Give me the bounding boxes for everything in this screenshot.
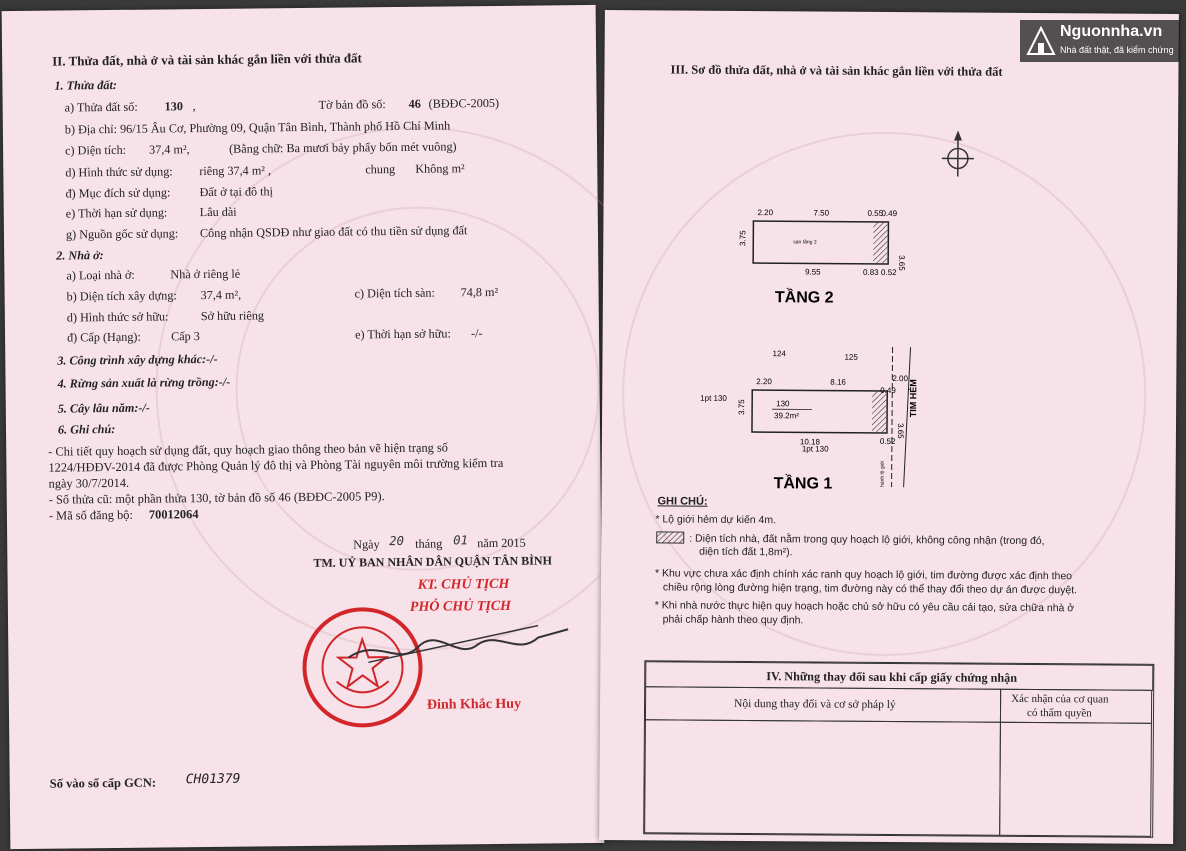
origin-label: g) Nguồn gốc sử dụng: xyxy=(65,226,179,242)
date-prefix: Ngày xyxy=(353,537,380,552)
f1-dim-2: 2.00 xyxy=(892,374,908,384)
area-label: c) Diện tích: xyxy=(65,142,127,158)
signer-name: Đinh Khắc Huy xyxy=(426,696,522,713)
note-1-line-3: ngày 30/7/2014. xyxy=(48,475,130,491)
hatch-legend-icon xyxy=(656,531,684,543)
parcel-no-value: 130 xyxy=(164,99,183,114)
term-label: e) Thời hạn sử dụng: xyxy=(65,205,168,221)
usage-form-shared-label: chung xyxy=(365,162,396,177)
f2-dim-0: 2.20 xyxy=(757,208,774,218)
house-icon xyxy=(1026,26,1056,56)
planted-forest: 4. Rừng sản xuất là rừng trồng:-/- xyxy=(57,374,231,391)
floor-plan-diagram xyxy=(700,196,1074,498)
floor-2-title: TẦNG 2 xyxy=(774,289,834,307)
area-value: 37,4 m², xyxy=(149,142,190,157)
changes-col-2-header xyxy=(1000,689,1152,724)
f2-dim-7: 0.83 xyxy=(863,267,879,277)
note-1-line-2: 1224/HĐĐV-2014 đã được Phòng Quản lý đô thị và Phòng Tài nguyên môi trường kiểm tra xyxy=(48,455,504,475)
map-sheet-code: (BĐĐC-2005) xyxy=(428,95,500,111)
build-area-value: 37,4 m², xyxy=(200,287,242,303)
f1-dim-1: 8.16 xyxy=(830,377,846,387)
floor-2-hatched-area xyxy=(873,222,887,264)
date-month-label: tháng xyxy=(415,536,443,551)
ownership-term-label: e) Thời hạn sở hữu: xyxy=(354,326,451,342)
gcn-value: CH01379 xyxy=(185,771,241,788)
changes-confirm-cell xyxy=(999,722,1152,837)
right-note-2-line-1: : Diện tích nhà, đất nằm trong quy hoạch lộ giới, không công nhận (trong đó, xyxy=(689,532,1045,548)
parcel-no-comma: , xyxy=(192,99,196,114)
right-note-1: * Lộ giới hẻm dự kiến 4m. xyxy=(655,513,777,527)
notes-title: GHI CHÚ: xyxy=(657,495,708,508)
note-1-line-1: - Chi tiết quy hoạch sử dụng đất, quy hoạch giao thông theo bản vẽ hiện trạng số xyxy=(48,440,448,459)
f1-neighbor-0: 124 xyxy=(772,349,786,359)
road-center-line xyxy=(892,347,893,487)
term-value: Lâu dài xyxy=(199,204,237,220)
ownership-term-value: -/- xyxy=(470,326,483,341)
f1-dim-0: 2.20 xyxy=(756,377,772,387)
land-heading: 1. Thửa đất: xyxy=(54,77,117,93)
f2-dim-8: 0.52 xyxy=(881,267,897,278)
f2-dim-6: 9.55 xyxy=(805,267,821,277)
f2-dim-5: 3.65 xyxy=(897,255,907,271)
north-arrow-icon xyxy=(938,128,978,178)
f2-dim-4: 3.75 xyxy=(738,230,748,247)
f1-neighbor-1: 125 xyxy=(844,352,858,362)
gcn-label: Số vào sổ cấp GCN: xyxy=(49,775,157,791)
f1-parcel-no: 130 xyxy=(776,399,790,409)
site-logo xyxy=(1020,20,1180,62)
build-area-label: b) Diện tích xây dựng: xyxy=(66,288,177,304)
date-month: 01 xyxy=(453,533,468,548)
changes-col-1-label: Nội dung thay đổi và cơ sở pháp lý xyxy=(734,697,896,712)
changes-content-cell xyxy=(644,719,1001,835)
date-day: 20 xyxy=(389,533,404,549)
usage-form-label: d) Hình thức sử dụng: xyxy=(65,164,173,180)
perennial-trees: 5. Cây lâu năm:-/- xyxy=(57,400,150,416)
left-page xyxy=(2,5,605,849)
date-year: năm 2015 xyxy=(477,535,526,551)
usage-form-private: riêng 37,4 m² , xyxy=(199,163,272,179)
usage-form-shared-value: Không m² xyxy=(415,161,465,176)
purpose-label: đ) Mục đích sử dụng: xyxy=(65,185,171,201)
logo-name: Nguonnha.vn xyxy=(1060,23,1163,40)
origin-value: Công nhận QSDĐ như giao đất có thu tiền sử dụng đất xyxy=(199,223,468,241)
ownership-label: d) Hình thức sở hữu: xyxy=(66,309,169,325)
f1-dim-5: 3.65 xyxy=(895,423,906,439)
right-note-2-line-2: diện tích đất 1,8m²). xyxy=(699,545,793,559)
house-type-value: Nhà ở riêng lẻ xyxy=(170,266,241,282)
section-2-title: II. Thửa đất, nhà ở và tài sản khác gắn liền với thửa đất xyxy=(52,50,362,69)
f2-dim-2: 0.55 xyxy=(867,208,884,218)
section-3-title: III. Sơ đồ thửa đất, nhà ở và tài sản khác gắn liền với thửa đất xyxy=(670,62,1003,79)
floor-1-hatched-area xyxy=(872,391,886,433)
vice-chair-title: PHÓ CHỦ TỊCH xyxy=(409,598,512,615)
floor-area-value: 74,8 m² xyxy=(460,284,499,300)
f1-dim-3: 0.49 xyxy=(880,385,896,396)
note-3-label: - Mã số đăng bộ: xyxy=(48,507,133,523)
signature xyxy=(338,615,579,678)
f1-dim-4: 3.75 xyxy=(737,399,747,416)
house-type-label: a) Loại nhà ở: xyxy=(66,267,135,283)
right-page xyxy=(599,10,1179,844)
changes-col-2-label-2: có thẩm quyền xyxy=(1026,706,1092,720)
changes-table-title: IV. Những thay đổi sau khi cấp giấy chứng nhận xyxy=(766,669,1018,685)
note-2: - Số thửa cũ: một phần thửa 130, tờ bản đồ số 46 (BĐĐC-2005 P9). xyxy=(48,489,385,507)
other-works: 3. Công trình xây dựng khác:-/- xyxy=(57,351,218,368)
house-heading: 2. Nhà ở: xyxy=(56,248,104,263)
road-center-label: TIM HẺM xyxy=(908,379,919,418)
committee-title: TM. UỶ BAN NHÂN DÂN QUẬN TÂN BÌNH xyxy=(313,553,552,570)
road-edge-label: hành lộ giới xyxy=(879,460,886,487)
right-note-3-line-2: chiều rộng lòng đường hiện trạng, tim đường này có thể thay đổi theo dự án được duyệt. xyxy=(662,581,1078,597)
ownership-value: Sở hữu riêng xyxy=(200,308,265,324)
floor-1-title: TẦNG 1 xyxy=(773,475,833,493)
floor-area-label: c) Diện tích sàn: xyxy=(354,285,435,301)
right-note-4-line-2: phải chấp hành theo quy định. xyxy=(662,613,804,627)
address-line: b) Địa chỉ: 96/15 Âu Cơ, Phường 09, Quận Tân Bình, Thành phố Hồ Chí Minh xyxy=(64,118,451,137)
map-sheet-label: Tờ bản đồ số: xyxy=(318,97,386,112)
changes-col-1-header xyxy=(645,686,1001,722)
grade-label: đ) Cấp (Hạng): xyxy=(66,329,141,345)
map-sheet-value: 46 xyxy=(408,96,421,111)
notes-heading: 6. Ghi chú: xyxy=(57,421,116,437)
purpose-value: Đất ở tại đô thị xyxy=(199,184,274,200)
f2-room-label: sàn tầng 2 xyxy=(793,239,817,246)
logo-tagline: Nhà đất thật, đã kiểm chứng xyxy=(1060,45,1174,55)
floor-1-outline xyxy=(752,390,887,433)
area-words: (Bằng chữ: Ba mươi bảy phẩy bốn mét vuông) xyxy=(229,139,457,156)
parcel-no-label: a) Thửa đất số: xyxy=(64,99,138,115)
grade-value: Cấp 3 xyxy=(170,329,200,344)
note-3-value: 70012064 xyxy=(148,507,199,522)
changes-col-2-label-1: Xác nhận của cơ quan xyxy=(1011,692,1109,706)
f1-dim-7: 0.52 xyxy=(879,436,896,447)
vice-chair-kt: KT. CHỦ TỊCH xyxy=(417,576,510,593)
f1-neighbor-2: 1pt 130 xyxy=(700,393,727,403)
f1-neighbor-3: 1pt 130 xyxy=(801,444,829,454)
f2-dim-1: 7.50 xyxy=(813,208,830,218)
changes-table xyxy=(643,660,1154,838)
f1-parcel-area: 39.2m² xyxy=(774,411,800,421)
f2-dim-3: 0.49 xyxy=(881,208,898,219)
right-note-4-line-1: * Khi nhà nước thực hiện quy hoạch hoặc chủ sở hữu có yêu cầu cải tạo, sửa chữa nhà ở xyxy=(654,599,1075,615)
floor-2-outline xyxy=(753,221,888,264)
f1-dim-6: 10.18 xyxy=(799,437,820,447)
right-note-3-line-1: * Khu vực chưa xác định chính xác ranh quy hoạch lộ giới, tim đường được xác định theo xyxy=(654,567,1073,583)
